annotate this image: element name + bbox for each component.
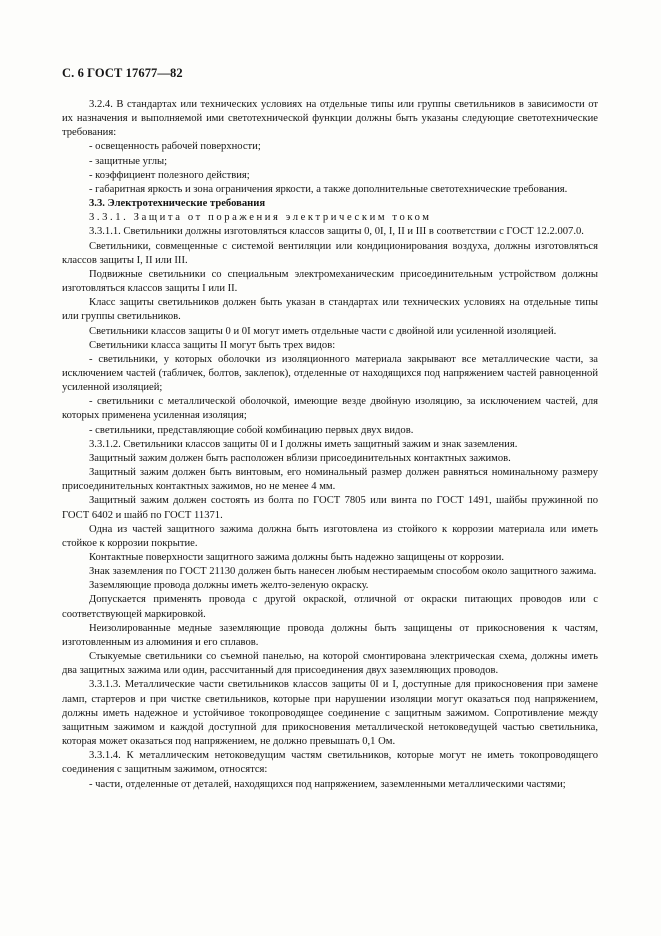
list-item: - освещенность рабочей поверхности; xyxy=(89,141,261,153)
paragraph: Допускается применять провода с другой окраской, отличной от окраски питающих проводов или с соответствующей маркировкой. xyxy=(62,594,598,620)
paragraph: Защитный зажим должен состоять из болта по ГОСТ 7805 или винта по ГОСТ 1491, шайбы пружинной по ГОСТ 6402 и шайб по ГОСТ 11371. xyxy=(62,495,598,521)
paragraph-3-2-4: 3.2.4. В стандартах или технических условиях на отдельные типы или группы светильников в зависимости от их назначения и выполняемой ими светотехнической функции должны быть указаны следующие светотехнические требования: xyxy=(62,99,598,139)
paragraph: Класс защиты светильников должен быть указан в стандартах или технических условиях на отдельные типы или группы светильников. xyxy=(62,297,598,323)
paragraph: Неизолированные медные заземляющие провода должны быть защищены от прикосновения к частям, изготовленным из алюминия и его сплавов. xyxy=(62,622,598,648)
paragraph: Контактные поверхности защитного зажима должны быть надежно защищены от коррозии. xyxy=(89,552,505,563)
paragraph: Светильники классов защиты 0 и 0I могут иметь отдельные части с двойной или усиленной изоляцией. xyxy=(89,325,557,337)
paragraph: 3.3.1.2. Светильники классов защиты 0I и I должны иметь защитный зажим и знак заземления. xyxy=(89,438,518,450)
section-heading-3-3: 3.3. Электротехнические требования xyxy=(89,198,266,210)
document-body xyxy=(62,98,598,792)
paragraph: Одна из частей защитного зажима должна быть изготовлена из стойкого к коррозии материала или иметь стойкое к коррозии покрытие. xyxy=(62,523,598,549)
paragraph: Знак заземления по ГОСТ 21130 должен быть нанесен любым нестираемым способом около защитного зажима. xyxy=(89,566,597,578)
paragraph: Стыкуемые светильники со съемной панелью, на которой смонтирована электрическая схема, должны иметь два защитных зажима или один, рассчитанный для присоединения двух заземляющих проводов. xyxy=(62,651,598,677)
list-item: - части, отделенные от деталей, находящихся под напряжением, заземленными металлическими частями; xyxy=(89,778,566,790)
paragraph: Заземляющие провода должны иметь желто-зеленую окраску. xyxy=(89,580,369,592)
paragraph: Защитный зажим должен быть винтовым, его номинальный размер должен равняться номинальному размеру присоединительных контактных зажимов, но не менее 4 мм. xyxy=(62,467,598,493)
paragraph: Защитный зажим должен быть расположен вблизи присоединительных контактных зажимов. xyxy=(89,452,511,464)
paragraph: 3.3.1.4. К металлическим нетоковедущим частям светильников, которые могут не иметь токопроводящего соединения с защитным зажимом, относятся: xyxy=(62,750,598,776)
paragraph: 3.3.1.1. Светильники должны изготовляться классов защиты 0, 0I, I, II и III в соответствии с ГОСТ 12.2.007.0. xyxy=(89,226,584,238)
paragraph: Светильники, совмещенные с системой вентиляции или кондиционирования воздуха, должны изготовляться классов защиты I, II или III. xyxy=(62,240,598,266)
page-header: С. 6 ГОСТ 17677—82 xyxy=(62,66,183,80)
paragraph: 3.3.1.3. Металлические части светильников классов защиты 0I и I, доступные для прикосновения при замене ламп, стартеров и при чистке светильников, которые при нарушении изоляции могут оказаться под напряжением, должны иметь надежное и устойчивое токопроводящее соединение с защитным зажимом. Сопротивление между защитным зажимом и каждой доступной для прикосновения металлической нетоковедущей частью светильника, которая может оказаться под напряжением, не должно превышать 0,1 Ом. xyxy=(62,679,598,748)
paragraph: Подвижные светильники со специальным электромеханическим присоединительным устройством должны изготовляться классов защиты I или II. xyxy=(62,268,598,295)
subsection-heading-3-3-1: 3.3.1. Защита от поражения электрическим током xyxy=(89,212,432,224)
list-item: - светильники, представляющие собой комбинацию первых двух видов. xyxy=(89,424,414,436)
paragraph: Светильники класса защиты II могут быть трех видов: xyxy=(89,339,336,351)
list-item: - светильники с металлической оболочкой, имеющие везде двойную изоляцию, за исключением частей, для которых применена усиленная изоляция; xyxy=(62,396,598,422)
list-item: - светильники, у которых оболочки из изоляционного материала закрывают все металлические части, за исключением частей (табличек, болтов, заклепок), отделенные от находящихся под напряжением частей равноценной усиленной изоляцией; xyxy=(62,353,598,394)
list-item: - коэффициент полезного действия; xyxy=(89,169,250,181)
list-item: - защитные углы; xyxy=(89,155,168,167)
list-item: - габаритная яркость и зона ограничения яркости, а также дополнительные светотехнические требования. xyxy=(89,183,568,195)
